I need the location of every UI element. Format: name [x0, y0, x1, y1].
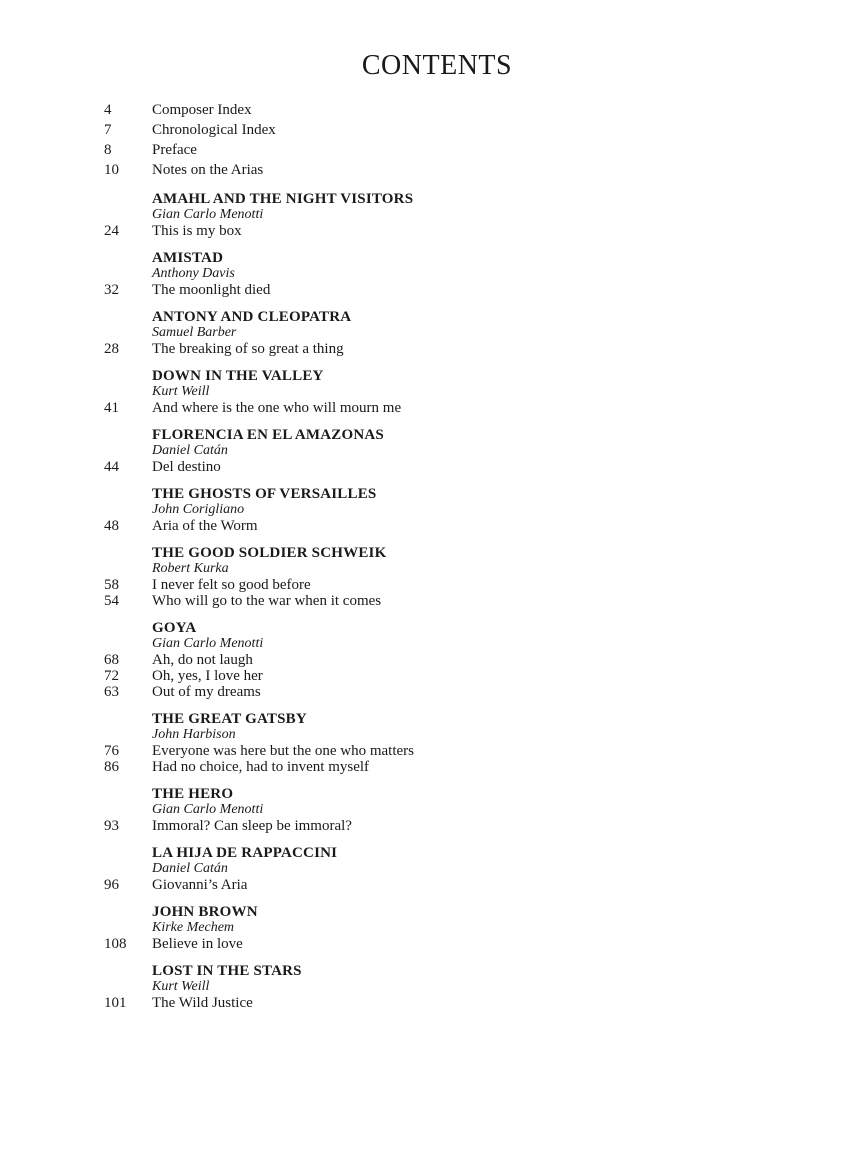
aria-title: The breaking of so great a thing	[152, 341, 344, 357]
opera-section	[104, 368, 804, 416]
aria-entry[interactable]	[104, 518, 804, 534]
opera-title-row	[104, 963, 804, 979]
aria-title: Immoral? Can sleep be immoral?	[152, 818, 352, 834]
composer-name: Gian Carlo Menotti	[152, 636, 264, 651]
aria-title: Oh, yes, I love her	[152, 668, 263, 684]
aria-entry[interactable]	[104, 652, 804, 668]
opera-section	[104, 845, 804, 893]
toc-entry[interactable]	[104, 120, 804, 140]
opera-title-row	[104, 250, 804, 266]
opera-section	[104, 309, 804, 357]
composer-row	[104, 384, 804, 400]
aria-entry[interactable]	[104, 995, 804, 1011]
aria-entry[interactable]	[104, 577, 804, 593]
aria-title: This is my box	[152, 223, 242, 239]
page-number: 86	[104, 759, 119, 775]
aria-entry[interactable]	[104, 593, 804, 609]
composer-name: Daniel Catán	[152, 443, 228, 458]
aria-entry[interactable]	[104, 459, 804, 475]
entry-title: Preface	[152, 142, 197, 158]
composer-name: Gian Carlo Menotti	[152, 207, 264, 222]
composer-row	[104, 266, 804, 282]
composer-name: Kurt Weill	[152, 384, 210, 399]
opera-title-row	[104, 191, 804, 207]
opera-title-row	[104, 427, 804, 443]
opera-title: LA HIJA DE RAPPACCINI	[152, 845, 338, 861]
front-matter-list	[104, 100, 804, 180]
aria-title: Out of my dreams	[152, 684, 261, 700]
composer-row	[104, 636, 804, 652]
opera-title: THE GREAT GATSBY	[152, 711, 307, 727]
aria-title: The moonlight died	[152, 282, 271, 298]
aria-entry[interactable]	[104, 223, 804, 239]
opera-title: JOHN BROWN	[152, 904, 258, 920]
opera-title-row	[104, 486, 804, 502]
opera-section	[104, 904, 804, 952]
aria-entry[interactable]	[104, 400, 804, 416]
page-number: 63	[104, 684, 119, 700]
aria-title: Giovanni’s Aria	[152, 877, 248, 893]
aria-entry[interactable]	[104, 684, 804, 700]
entry-title: Chronological Index	[152, 122, 276, 138]
opera-section	[104, 711, 804, 775]
opera-list	[104, 191, 804, 1011]
entry-title: Composer Index	[152, 102, 252, 118]
opera-title: GOYA	[152, 620, 197, 636]
toc-entry[interactable]	[104, 160, 804, 180]
page-number: 44	[104, 459, 119, 475]
composer-name: Kirke Mechem	[152, 920, 235, 935]
opera-title: THE HERO	[152, 786, 234, 802]
page-number: 76	[104, 743, 119, 759]
opera-title-row	[104, 904, 804, 920]
composer-name: Kurt Weill	[152, 979, 210, 994]
opera-title: THE GOOD SOLDIER SCHWEIK	[152, 545, 387, 561]
aria-entry[interactable]	[104, 743, 804, 759]
aria-title: And where is the one who will mourn me	[152, 400, 402, 416]
aria-entry[interactable]	[104, 341, 804, 357]
composer-row	[104, 561, 804, 577]
page-number: 24	[104, 223, 119, 239]
opera-section	[104, 250, 804, 298]
aria-entry[interactable]	[104, 759, 804, 775]
opera-section	[104, 486, 804, 534]
opera-title-row	[104, 545, 804, 561]
opera-title: LOST IN THE STARS	[152, 963, 302, 979]
composer-row	[104, 207, 804, 223]
composer-row	[104, 802, 804, 818]
opera-title-row	[104, 368, 804, 384]
aria-title: The Wild Justice	[152, 995, 253, 1011]
opera-title-row	[104, 309, 804, 325]
toc-entry[interactable]	[104, 140, 804, 160]
page-number: 7	[104, 122, 112, 138]
opera-title-row	[104, 845, 804, 861]
page-number: 4	[104, 102, 112, 118]
opera-title-row	[104, 786, 804, 802]
page-number: 41	[104, 400, 119, 416]
composer-name: John Harbison	[152, 727, 236, 742]
aria-title: Who will go to the war when it comes	[152, 593, 382, 609]
composer-name: Daniel Catán	[152, 861, 228, 876]
page-number: 93	[104, 818, 119, 834]
page-number: 68	[104, 652, 119, 668]
aria-title: Everyone was here but the one who matters	[152, 743, 414, 759]
composer-row	[104, 979, 804, 995]
composer-row	[104, 920, 804, 936]
aria-title: Had no choice, had to invent myself	[152, 759, 370, 775]
composer-name: Anthony Davis	[152, 266, 235, 281]
composer-row	[104, 502, 804, 518]
composer-row	[104, 443, 804, 459]
opera-title-row	[104, 711, 804, 727]
composer-name: Gian Carlo Menotti	[152, 802, 264, 817]
aria-entry[interactable]	[104, 936, 804, 952]
aria-title: I never felt so good before	[152, 577, 311, 593]
page-number: 54	[104, 593, 119, 609]
page-number: 10	[104, 162, 119, 178]
opera-title: ANTONY AND CLEOPATRA	[152, 309, 352, 325]
page-number: 96	[104, 877, 119, 893]
opera-section	[104, 620, 804, 700]
page-number: 48	[104, 518, 119, 534]
opera-title-row	[104, 620, 804, 636]
opera-section	[104, 545, 804, 609]
aria-title: Del destino	[152, 459, 221, 475]
opera-title: AMISTAD	[152, 250, 224, 266]
aria-title: Ah, do not laugh	[152, 652, 253, 668]
opera-section	[104, 786, 804, 834]
aria-entry[interactable]	[104, 668, 804, 684]
aria-title: Believe in love	[152, 936, 243, 952]
entry-title: Notes on the Arias	[152, 162, 264, 178]
opera-title: THE GHOSTS OF VERSAILLES	[152, 486, 377, 502]
aria-entry[interactable]	[104, 282, 804, 298]
aria-title: Aria of the Worm	[152, 518, 258, 534]
page-number: 108	[104, 936, 127, 952]
page-number: 8	[104, 142, 112, 158]
page-title: CONTENTS	[361, 50, 513, 81]
table-of-contents	[104, 100, 804, 1011]
opera-title: DOWN IN THE VALLEY	[152, 368, 324, 384]
toc-entry[interactable]	[104, 100, 804, 120]
aria-entry[interactable]	[104, 877, 804, 893]
page-number: 58	[104, 577, 119, 593]
composer-name: Samuel Barber	[152, 325, 237, 340]
composer-row	[104, 325, 804, 341]
opera-section	[104, 963, 804, 1011]
page-number: 72	[104, 668, 119, 684]
opera-section	[104, 191, 804, 239]
page-number: 28	[104, 341, 119, 357]
composer-name: John Corigliano	[152, 502, 245, 517]
page-number: 32	[104, 282, 119, 298]
opera-section	[104, 427, 804, 475]
composer-row	[104, 727, 804, 743]
aria-entry[interactable]	[104, 818, 804, 834]
page-number: 101	[104, 995, 127, 1011]
opera-title: FLORENCIA EN EL AMAZONAS	[152, 427, 384, 443]
composer-name: Robert Kurka	[152, 561, 229, 576]
opera-title: AMAHL AND THE NIGHT VISITORS	[152, 191, 414, 207]
composer-row	[104, 861, 804, 877]
